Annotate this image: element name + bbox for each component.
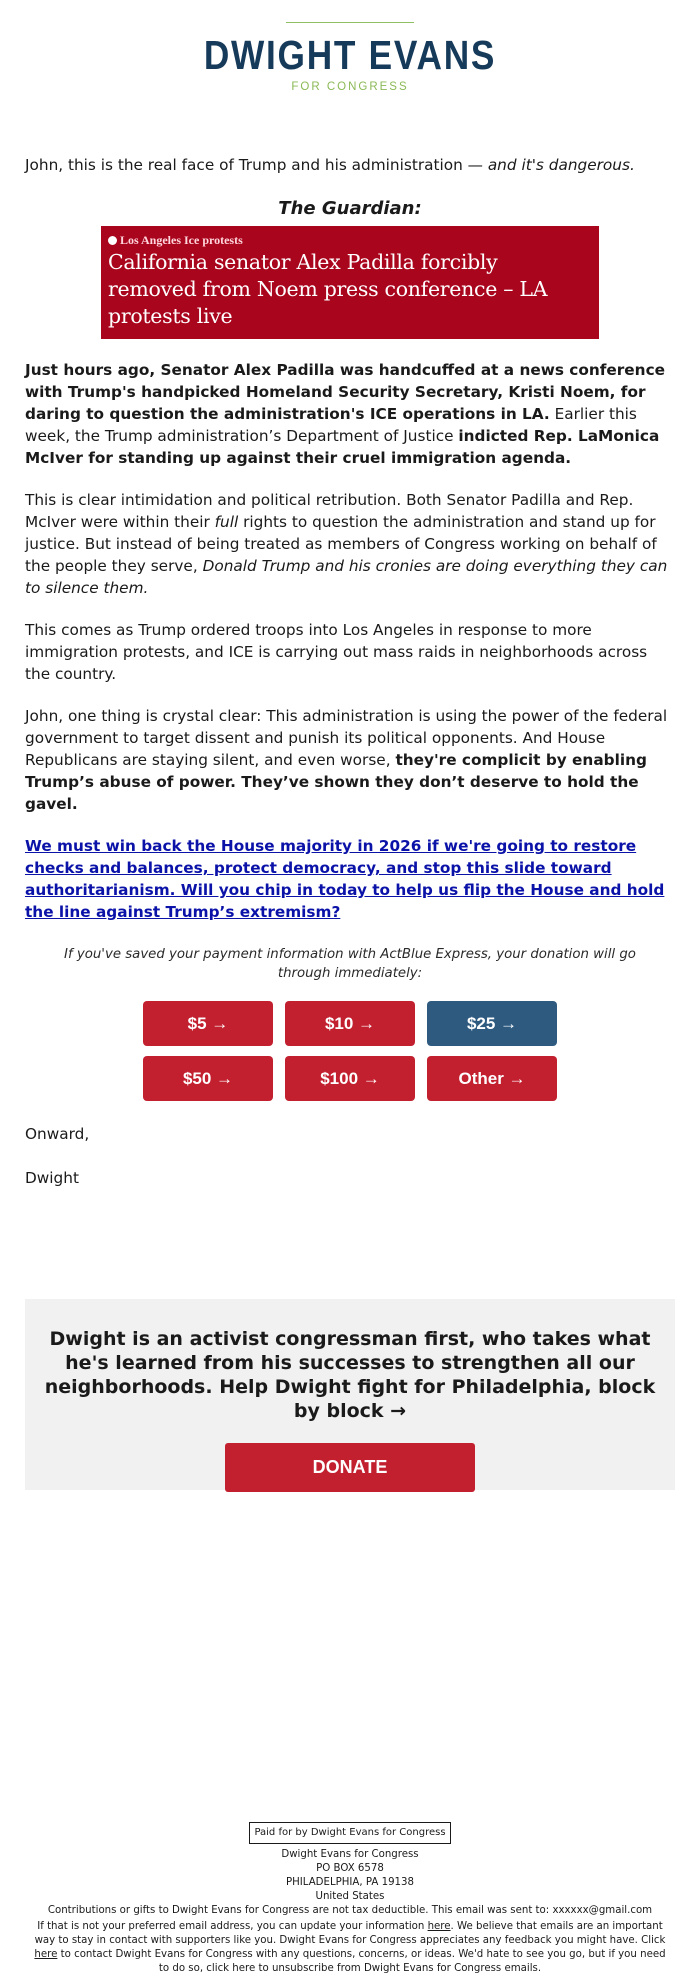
donate-10-button[interactable]: $10 → bbox=[285, 1001, 415, 1046]
headline-title: California senator Alex Padilla forcibly removed from Noem press conference – LA protests live bbox=[108, 250, 548, 328]
footer-disclaimer: Contributions or gifts to Dwight Evans for Congress are not tax deductible. This email was sent to: xxxxxx@gmail.com bbox=[47, 1905, 653, 1916]
footer-preferences: If that is not your preferred email address, you can update your information here. We believe that emails are an important way to stay in contact with supporters like you. Dwight Evans for Congress appreciates any feedback you might have. Click here to contact Dwight Evans for Congress with any questions, concerns, or ideas. We'd hate to see you go, but if you need to do so, click here to unsubscribe from Dwight Evans for Congress emails. bbox=[34, 1921, 666, 1974]
paragraph-1: Just hours ago, Senator Alex Padilla was handcuffed at a news conference with Trump's handpicked Homeland Security Secretary, Kristi Noem, for daring to question the administration's ICE operations in LA. Earlier this week, the Trump administration’s Department of Justice indicted Rep. LaMonica McIver for standing up against their cruel immigration agenda. bbox=[25, 361, 666, 467]
email-footer bbox=[0, 1822, 700, 1976]
email-body bbox=[25, 0, 675, 1490]
source-label: The Guardian: bbox=[278, 198, 422, 219]
donate-button[interactable]: DONATE bbox=[225, 1443, 475, 1492]
campaign-logo bbox=[25, 0, 675, 100]
headline-kicker: Los Angeles Ice protests bbox=[108, 233, 592, 248]
donation-appeal-link[interactable]: We must win back the House majority in 2026 if we're going to restore checks and balances, protect democracy, and stop this slide toward authoritarianism. Will you chip in today to help us flip the House and hold the line against Trump’s extremism? bbox=[25, 837, 665, 921]
logo-subtitle: FOR CONGRESS bbox=[291, 81, 409, 93]
paragraph-3: This comes as Trump ordered troops into Los Angeles in response to more immigration protests, and ICE is carrying out mass raids in neighborhoods across the country. bbox=[25, 621, 648, 683]
paid-for-by-box: Paid for by Dwight Evans for Congress bbox=[249, 1822, 450, 1844]
actblue-express-note: If you've saved your payment information with ActBlue Express, your donation will go through immediately: bbox=[64, 947, 636, 981]
contact-link[interactable]: here bbox=[34, 1949, 58, 1960]
paragraph-2: This is clear intimidation and political retribution. Both Senator Padilla and Rep. McIver were within their full rights to question the administration and stand up for justice. But instead of being treated as members of Congress working on behalf of the people they serve, Donald Trump and his cronies are doing everything they can to silence them. bbox=[25, 491, 668, 597]
donate-50-button[interactable]: $50 → bbox=[143, 1056, 273, 1101]
donate-other-button[interactable]: Other → bbox=[427, 1056, 557, 1101]
promo-text: Dwight is an activist congressman first, who takes what he's learned from his successes to strengthen all our neighborhoods. Help Dwight fight for Philadelphia, block by block → bbox=[44, 1328, 656, 1422]
live-dot-icon bbox=[108, 236, 117, 245]
logo-divider bbox=[286, 22, 414, 23]
intro-line: John, this is the real face of Trump and his administration — and it's dangerous. bbox=[25, 156, 635, 174]
promo-banner bbox=[25, 1299, 675, 1490]
footer-org: Dwight Evans for Congress bbox=[281, 1849, 419, 1860]
footer-city: PHILADELPHIA, PA 19138 bbox=[285, 1877, 414, 1888]
logo-name: DWIGHT EVANS bbox=[203, 32, 497, 78]
footer-country: United States bbox=[315, 1891, 385, 1902]
signoff-name: Dwight bbox=[25, 1169, 79, 1187]
update-info-link[interactable]: here bbox=[427, 1921, 451, 1932]
paragraph-4: John, one thing is crystal clear: This administration is using the power of the federal government to target dissent and punish its political opponents. And House Republicans are staying silent, and even worse, they're complicit by enabling Trump’s abuse of power. They’ve shown they don’t deserve to hold the gavel. bbox=[25, 707, 668, 813]
news-headline-image bbox=[101, 226, 599, 339]
footer-po-box: PO BOX 6578 bbox=[316, 1863, 384, 1874]
donate-5-button[interactable]: $5 → bbox=[143, 1001, 273, 1046]
donate-25-button[interactable]: $25 → bbox=[427, 1001, 557, 1046]
donate-100-button[interactable]: $100 → bbox=[285, 1056, 415, 1101]
signoff-closing: Onward, bbox=[25, 1125, 90, 1143]
donation-button-grid bbox=[143, 1001, 557, 1101]
